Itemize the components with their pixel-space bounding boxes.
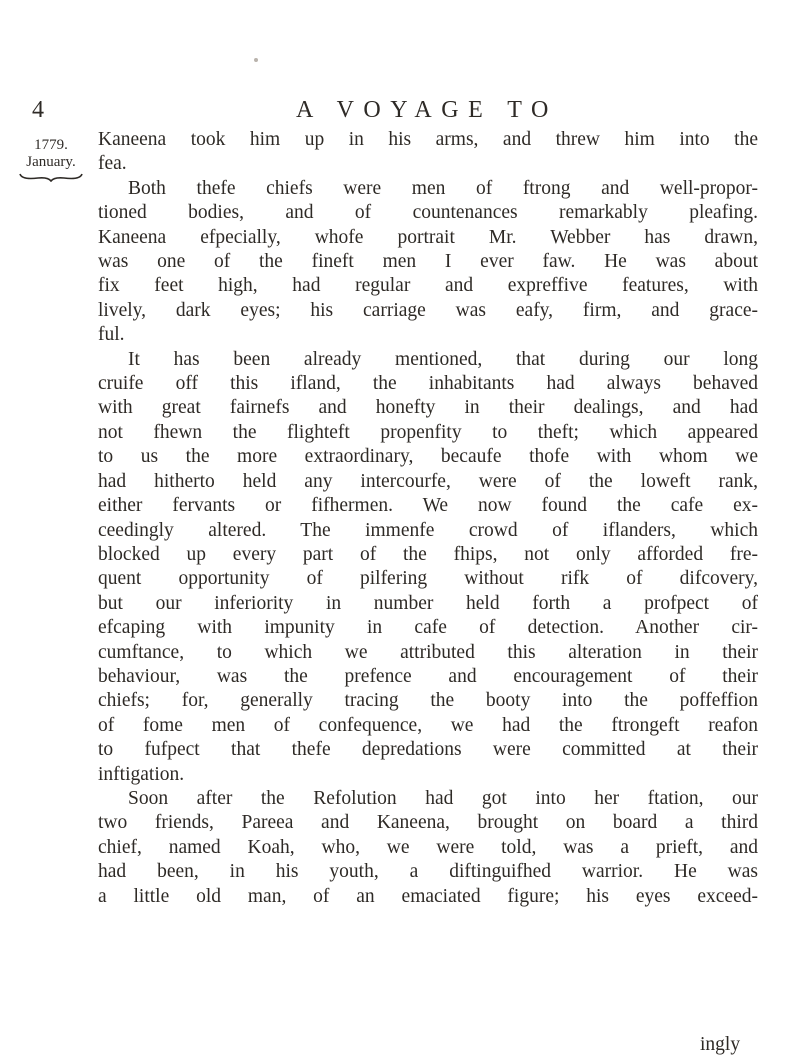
text-line: either fervants or fifhermen. We now found the cafe ex- — [98, 495, 758, 517]
text-line: to fufpect that thefe depredations were committed at their — [98, 739, 758, 761]
text-line: but our inferiority in number held forth a profpect of — [98, 592, 758, 614]
text-line: had hitherto held any intercourfe, were of the loweft rank, — [98, 470, 758, 492]
body-text — [98, 128, 758, 909]
text-line: fea. — [98, 153, 127, 175]
paper-speck — [254, 58, 258, 62]
text-line: with great fairnefs and honefty in their dealings, and had — [98, 397, 758, 419]
text-line: Soon after the Refolution had got into her ftation, our — [128, 787, 758, 809]
text-line: had been, in his youth, a diftinguifhed warrior. He was — [98, 861, 758, 883]
margin-month: January. — [26, 154, 76, 170]
text-line: was one of the fineft men I ever faw. He was about — [98, 251, 758, 273]
text-line: ful. — [98, 324, 125, 346]
text-line: ceedingly altered. The immenfe crowd of iflanders, which — [98, 519, 758, 541]
text-line: Kaneena took him up in his arms, and threw him into the — [98, 129, 758, 150]
text-line: efcaping with impunity in cafe of detection. Another cir- — [98, 617, 758, 639]
text-line: not fhewn the flighteft propenfity to theft; which appeared — [98, 421, 758, 443]
margin-note — [14, 137, 88, 182]
running-head: A VOYAGE TO — [296, 97, 558, 123]
text-line: cruife off this ifland, the inhabitants had always behaved — [98, 373, 758, 395]
text-line: It has been already mentioned, that during our long — [128, 348, 758, 370]
text-line: two friends, Pareea and Kaneena, brought on board a third — [98, 812, 758, 834]
text-line: behaviour, was the prefence and encouragement of their — [98, 665, 758, 687]
margin-year: 1779. — [34, 137, 68, 153]
text-line: a little old man, of an emaciated figure; his eyes exceed- — [98, 885, 758, 907]
text-line: quent opportunity of pilfering without rifk of difcovery, — [98, 568, 758, 590]
text-line: fix feet high, had regular and expreffive features, with — [98, 275, 758, 297]
text-line: Kaneena efpecially, whofe portrait Mr. Webber has drawn, — [98, 226, 758, 248]
text-line: lively, dark eyes; his carriage was eafy, firm, and grace- — [98, 299, 758, 321]
text-line: inftigation. — [98, 763, 185, 785]
catchword: ingly — [700, 1034, 741, 1055]
text-line: of fome men of confequence, we had the ftrongeft reafon — [98, 714, 758, 736]
brace-icon — [14, 172, 88, 182]
page-number: 4 — [32, 97, 44, 123]
text-line: Both thefe chiefs were men of ftrong and well-propor- — [128, 177, 758, 199]
text-line: cumftance, to which we attributed this alteration in their — [98, 641, 758, 663]
text-line: chiefs; for, generally tracing the booty into the poffeffion — [98, 690, 758, 712]
text-line: blocked up every part of the fhips, not only afforded fre- — [98, 543, 758, 565]
text-line: tioned bodies, and of countenances remarkably pleafing. — [98, 202, 758, 224]
text-line: chief, named Koah, who, we were told, was a prieft, and — [98, 836, 758, 858]
text-line: to us the more extraordinary, becaufe thofe with whom we — [98, 446, 758, 468]
